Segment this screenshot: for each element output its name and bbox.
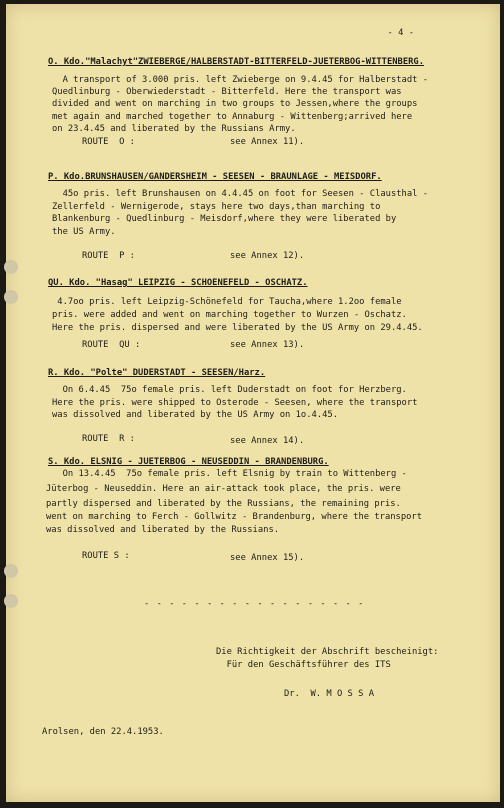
- route-label: ROUTE P :: [82, 251, 135, 261]
- section-body-line: 4.7oo pris. left Leipzig-Schönefeld for Taucha,where 1.2oo female: [52, 297, 402, 307]
- route-label: ROUTE QU :: [82, 340, 141, 350]
- section-heading-s: S. Kdo. ELSNIG - JUETERBOG - NEUSEDDIN - BRANDENBURG.: [48, 457, 329, 467]
- section-body-line: met again and marched together to Annaburg - Wittenberg;arrived here: [52, 112, 413, 122]
- punch-hole: [4, 290, 18, 304]
- punch-hole: [4, 260, 18, 274]
- section-body-line: Zellerfeld - Wernigerode, stays here two days,than marching to: [52, 202, 381, 212]
- route-label: ROUTE O :: [82, 137, 135, 147]
- section-body-line: On 13.4.45 75o female pris. left Elsnig by train to Wittenberg -: [52, 469, 407, 479]
- route-label: ROUTE R :: [82, 434, 135, 444]
- punch-hole: [4, 564, 18, 578]
- section-body-line: Jüterbog - Neuseddin. Here an air-attack took place, the pris. were: [46, 484, 401, 494]
- section-body-line: went on marching to Ferch - Gollwitz - Brandenburg, where the transport: [46, 512, 423, 522]
- document-page: [6, 4, 500, 802]
- punch-hole: [4, 594, 18, 608]
- certification-line: Die Richtigkeit der Abschrift bescheinigt:: [216, 647, 439, 657]
- section-heading-p: P. Kdo.BRUNSHAUSEN/GANDERSHEIM - SEESEN - BRAUNLAGE - MEISDORF.: [48, 172, 382, 182]
- annex-reference: see Annex 12).: [230, 251, 305, 261]
- section-body-line: Here the pris. dispersed and were liberated by the US Army on 29.4.45.: [52, 323, 423, 333]
- annex-reference: see Annex 14).: [230, 436, 305, 446]
- annex-reference: see Annex 11).: [230, 137, 305, 147]
- section-body-line: Quedlinburg - Oberwiederstadt - Bitterfeld. Here the transport was: [52, 87, 402, 97]
- section-heading-qu: QU. Kdo. "Hasag" LEIPZIG - SCHOENEFELD - OSCHATZ.: [48, 278, 308, 288]
- section-body-line: pris. were added and went on marching together to Wurzen - Oschatz.: [52, 310, 407, 320]
- section-body-line: on 23.4.45 and liberated by the Russians Army.: [52, 124, 296, 134]
- section-body-line: the US Army.: [52, 227, 116, 237]
- section-body-line: On 6.4.45 75o female pris. left Duderstadt on foot for Herzberg.: [52, 385, 407, 395]
- signatory-name: Dr. W. M O S S A: [284, 689, 375, 699]
- section-body-line: A transport of 3.000 pris. left Zwieberge on 9.4.45 for Halberstadt -: [52, 75, 429, 85]
- section-body-line: Here the pris. were shipped to Osterode - Seesen, where the transport: [52, 398, 418, 408]
- page-number: - 4 -: [387, 28, 414, 38]
- section-body-line: 45o pris. left Brunshausen on 4.4.45 on foot for Seesen - Clausthal -: [52, 189, 429, 199]
- certification-line: Für den Geschäftsführer des ITS: [216, 660, 391, 670]
- separator-line: - - - - - - - - - - - - - - - - - -: [144, 599, 365, 609]
- section-body-line: was dissolved and liberated by the US Army on 1o.4.45.: [52, 410, 338, 420]
- section-body-line: divided and went on marching in two groups to Jessen,where the groups: [52, 99, 418, 109]
- section-body-line: partly dispersed and liberated by the Russians, the remaining pris.: [46, 499, 401, 509]
- annex-reference: see Annex 13).: [230, 340, 305, 350]
- section-body-line: Blankenburg - Quedlinburg - Meisdorf,where they were liberated by: [52, 214, 397, 224]
- section-body-line: was dissolved and liberated by the Russians.: [46, 525, 280, 535]
- annex-reference: see Annex 15).: [230, 553, 305, 563]
- section-heading-o: O. Kdo."Malachyt"ZWIEBERGE/HALBERSTADT-BITTERFELD-JUETERBOG-WITTENBERG.: [48, 57, 425, 67]
- route-label: ROUTE S :: [82, 551, 130, 561]
- section-heading-r: R. Kdo. "Polte" DUDERSTADT - SEESEN/Harz.: [48, 368, 266, 378]
- place-and-date: Arolsen, den 22.4.1953.: [42, 727, 164, 737]
